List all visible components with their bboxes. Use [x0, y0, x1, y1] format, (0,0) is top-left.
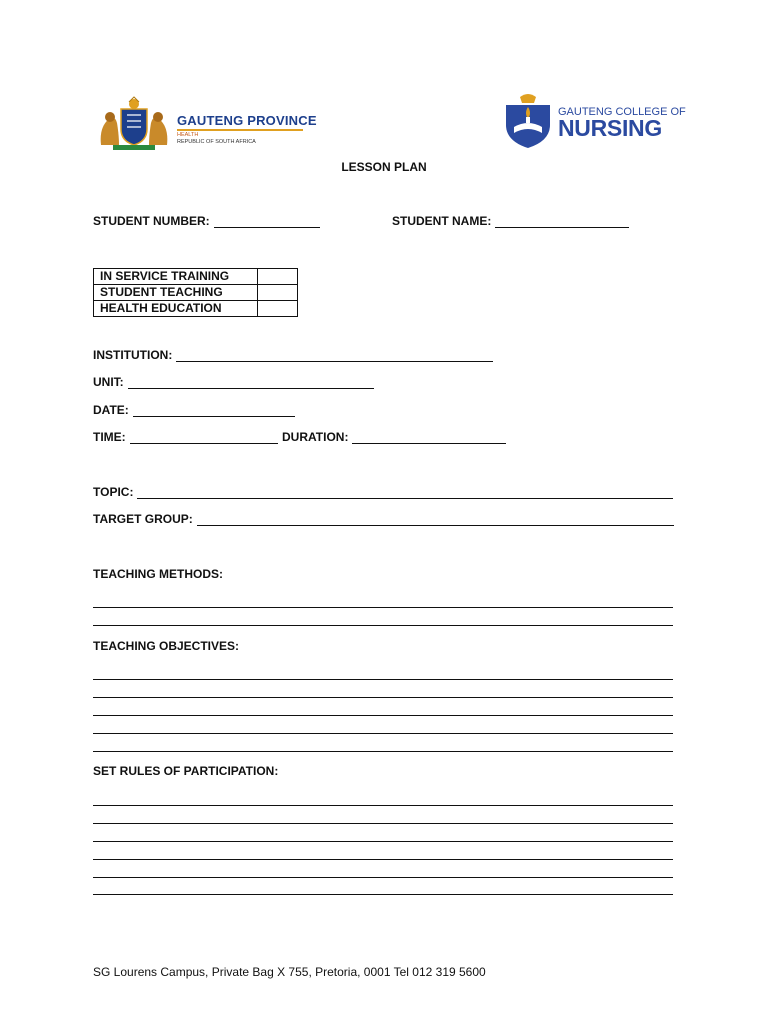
teaching-methods-heading: TEACHING METHODS: [93, 567, 223, 581]
student-number-label: STUDENT NUMBER: [93, 214, 210, 228]
institution-line[interactable] [176, 349, 493, 362]
duration-field[interactable] [282, 430, 506, 444]
college-name-line-2: NURSING [558, 115, 662, 141]
duration-label: DURATION: [282, 430, 349, 444]
rules-line[interactable] [93, 877, 673, 878]
topic-label: TOPIC: [93, 485, 134, 499]
topic-line[interactable] [137, 486, 673, 499]
date-line[interactable] [133, 404, 295, 417]
rules-line[interactable] [93, 823, 673, 824]
province-title: GAUTENG PROVINCE [177, 113, 317, 128]
session-type-row [94, 285, 298, 301]
session-type-label: HEALTH EDUCATION [94, 301, 258, 317]
teaching-methods-line[interactable] [93, 625, 673, 626]
unit-line[interactable] [128, 376, 374, 389]
teaching-objectives-line[interactable] [93, 679, 673, 680]
date-label: DATE: [93, 403, 129, 417]
province-divider [177, 129, 303, 131]
teaching-methods-line[interactable] [93, 607, 673, 608]
duration-line[interactable] [352, 431, 506, 444]
student-name-field[interactable] [392, 214, 629, 228]
target-group-line[interactable] [197, 513, 674, 526]
teaching-objectives-line[interactable] [93, 697, 673, 698]
rules-line[interactable] [93, 841, 673, 842]
college-shield-icon [500, 93, 556, 149]
gauteng-province-logo [95, 95, 317, 151]
student-number-line[interactable] [214, 215, 320, 228]
rules-line[interactable] [93, 894, 673, 895]
session-type-label: IN SERVICE TRAINING [94, 269, 258, 285]
rules-line[interactable] [93, 805, 673, 806]
college-of-nursing-logo [500, 93, 686, 151]
unit-label: UNIT: [93, 375, 124, 389]
province-subtitle-health: HEALTH [177, 132, 199, 138]
date-field[interactable] [93, 403, 295, 417]
college-name-line-1: GAUTENG COLLEGE OF [558, 106, 686, 118]
student-name-line[interactable] [495, 215, 629, 228]
student-name-label: STUDENT NAME: [392, 214, 492, 228]
time-line[interactable] [130, 431, 278, 444]
target-group-field[interactable] [93, 512, 674, 526]
unit-field[interactable] [93, 375, 374, 389]
topic-field[interactable] [93, 485, 673, 499]
coat-of-arms-icon [95, 95, 173, 151]
teaching-objectives-heading: TEACHING OBJECTIVES: [93, 639, 240, 653]
session-type-row [94, 269, 298, 285]
institution-field[interactable] [93, 348, 493, 362]
rules-of-participation-heading: SET RULES OF PARTICIPATION: [93, 764, 279, 778]
time-field[interactable] [93, 430, 278, 444]
session-type-checkbox[interactable] [258, 301, 298, 317]
province-subtitle-country: REPUBLIC OF SOUTH AFRICA [177, 139, 256, 145]
teaching-objectives-line[interactable] [93, 715, 673, 716]
student-number-field[interactable] [93, 214, 320, 228]
session-type-checkbox[interactable] [258, 285, 298, 301]
teaching-objectives-line[interactable] [93, 733, 673, 734]
session-type-label: STUDENT TEACHING [94, 285, 258, 301]
session-type-checkbox[interactable] [258, 269, 298, 285]
teaching-objectives-line[interactable] [93, 751, 673, 752]
time-label: TIME: [93, 430, 126, 444]
rules-line[interactable] [93, 859, 673, 860]
institution-label: INSTITUTION: [93, 348, 173, 362]
session-type-table [93, 268, 298, 317]
target-group-label: TARGET GROUP: [93, 512, 193, 526]
page-title: LESSON PLAN [341, 160, 427, 174]
session-type-row [94, 301, 298, 317]
footer-address: SG Lourens Campus, Private Bag X 755, Pretoria, 0001 Tel 012 319 5600 [93, 965, 486, 979]
